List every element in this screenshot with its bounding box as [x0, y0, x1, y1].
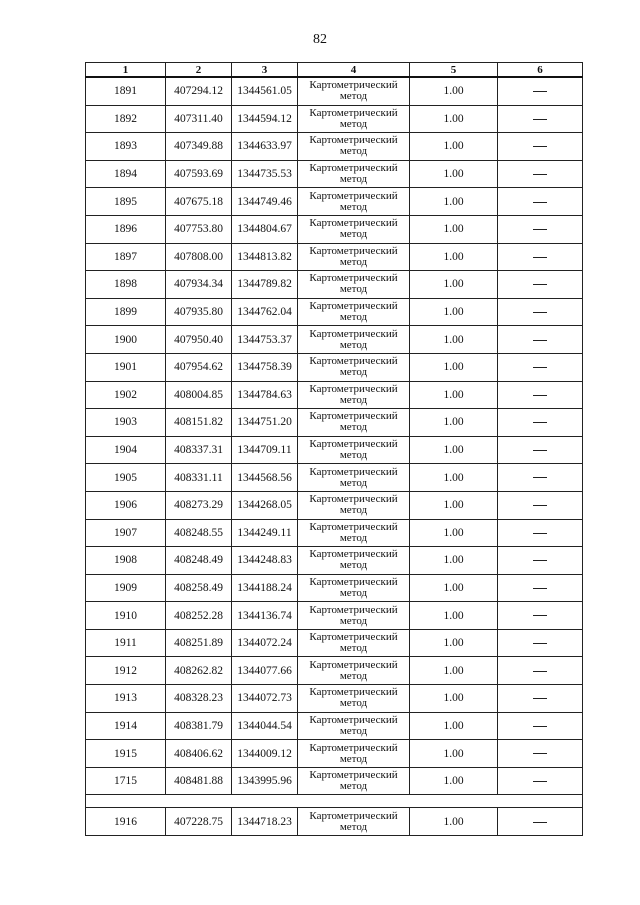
method-cell	[298, 464, 410, 492]
coord-x: 407593.69	[166, 160, 232, 188]
table-row	[86, 685, 583, 713]
description-cell	[498, 77, 583, 105]
accuracy: 1.00	[410, 547, 498, 575]
method-line-2: метод	[339, 697, 368, 710]
coord-y: 1344044.54	[232, 712, 298, 740]
dash-mark	[533, 588, 547, 589]
table-row	[86, 657, 583, 685]
accuracy: 1.00	[410, 574, 498, 602]
accuracy: 1.00	[410, 464, 498, 492]
table-row	[86, 215, 583, 243]
method-cell	[298, 808, 410, 836]
point-number: 1914	[86, 712, 166, 740]
point-number: 1902	[86, 381, 166, 409]
method-cell	[298, 133, 410, 161]
method-cell	[298, 353, 410, 381]
dash-mark	[533, 533, 547, 534]
dash-mark	[533, 726, 547, 727]
table-row	[86, 243, 583, 271]
description-cell	[498, 243, 583, 271]
method-line-2: метод	[339, 311, 368, 324]
method-line-2: метод	[339, 228, 368, 241]
method-cell	[298, 243, 410, 271]
accuracy: 1.00	[410, 491, 498, 519]
description-cell	[498, 685, 583, 713]
header-col-4: 4	[298, 63, 410, 78]
table-row-last	[86, 808, 583, 836]
description-cell	[498, 215, 583, 243]
description-cell	[498, 105, 583, 133]
table-row	[86, 712, 583, 740]
dash-mark	[533, 257, 547, 258]
coord-y: 1344789.82	[232, 271, 298, 299]
coord-y: 1344784.63	[232, 381, 298, 409]
table-row	[86, 160, 583, 188]
description-cell	[498, 326, 583, 354]
method-cell	[298, 105, 410, 133]
header-col-6: 6	[498, 63, 583, 78]
coord-y: 1344077.66	[232, 657, 298, 685]
table-row	[86, 77, 583, 105]
point-number: 1891	[86, 77, 166, 105]
method-line-1: Картометрический	[309, 713, 398, 726]
method-line-1: Картометрический	[309, 493, 398, 506]
method-cell	[298, 657, 410, 685]
point-number: 1915	[86, 740, 166, 768]
method-line-2: метод	[339, 393, 368, 406]
description-cell	[498, 436, 583, 464]
coord-x: 408248.55	[166, 519, 232, 547]
point-number: 1905	[86, 464, 166, 492]
dash-mark	[533, 560, 547, 561]
method-cell	[298, 547, 410, 575]
method-line-2: метод	[339, 200, 368, 213]
method-line-1: Картометрический	[309, 631, 398, 644]
method-line-2: метод	[339, 366, 368, 379]
coord-x: 408258.49	[166, 574, 232, 602]
coord-y: 1344009.12	[232, 740, 298, 768]
dash-mark	[533, 615, 547, 616]
method-line-2: метод	[339, 586, 368, 599]
table-row	[86, 188, 583, 216]
accuracy: 1.00	[410, 271, 498, 299]
method-line-1: Картометрический	[309, 548, 398, 561]
table-row	[86, 298, 583, 326]
description-cell	[498, 381, 583, 409]
accuracy: 1.00	[410, 519, 498, 547]
coord-x: 407675.18	[166, 188, 232, 216]
coord-x: 408252.28	[166, 602, 232, 630]
description-cell	[498, 491, 583, 519]
method-cell	[298, 215, 410, 243]
point-number: 1894	[86, 160, 166, 188]
method-line-2: метод	[339, 669, 368, 682]
point-number: 1912	[86, 657, 166, 685]
coord-x: 408337.31	[166, 436, 232, 464]
header-col-1: 1	[86, 63, 166, 78]
method-line-1: Картометрический	[309, 217, 398, 230]
table-row	[86, 326, 583, 354]
dash-mark	[533, 477, 547, 478]
dash-mark	[533, 340, 547, 341]
coord-x: 408273.29	[166, 491, 232, 519]
dash-mark	[533, 698, 547, 699]
coord-y: 1344268.05	[232, 491, 298, 519]
coord-y: 1344751.20	[232, 409, 298, 437]
table-row	[86, 519, 583, 547]
point-number: 1899	[86, 298, 166, 326]
point-number: 1904	[86, 436, 166, 464]
coord-y: 1344813.82	[232, 243, 298, 271]
coord-x: 408406.62	[166, 740, 232, 768]
method-line-1: Картометрический	[309, 327, 398, 340]
method-cell	[298, 409, 410, 437]
accuracy: 1.00	[410, 629, 498, 657]
table-row	[86, 381, 583, 409]
description-cell	[498, 188, 583, 216]
point-number: 1903	[86, 409, 166, 437]
method-line-2: метод	[339, 780, 368, 793]
accuracy: 1.00	[410, 243, 498, 271]
coord-x: 407311.40	[166, 105, 232, 133]
coord-y: 1344762.04	[232, 298, 298, 326]
coord-y: 1344188.24	[232, 574, 298, 602]
method-line-2: метод	[339, 283, 368, 296]
dash-mark	[533, 450, 547, 451]
table-row	[86, 105, 583, 133]
method-line-2: метод	[339, 476, 368, 489]
coord-x: 408328.23	[166, 685, 232, 713]
table-header-row	[86, 63, 583, 78]
dash-mark	[533, 822, 547, 823]
accuracy: 1.00	[410, 298, 498, 326]
description-cell	[498, 767, 583, 795]
description-cell	[498, 808, 583, 836]
method-line-2: метод	[339, 642, 368, 655]
description-cell	[498, 160, 583, 188]
method-cell	[298, 740, 410, 768]
coord-y: 1344753.37	[232, 326, 298, 354]
coord-y: 1344594.12	[232, 105, 298, 133]
coord-y: 1343995.96	[232, 767, 298, 795]
method-line-1: Картометрический	[309, 603, 398, 616]
coord-y: 1344072.24	[232, 629, 298, 657]
dash-mark	[533, 119, 547, 120]
accuracy: 1.00	[410, 160, 498, 188]
method-line-2: метод	[339, 449, 368, 462]
coord-y: 1344749.46	[232, 188, 298, 216]
description-cell	[498, 298, 583, 326]
dash-mark	[533, 367, 547, 368]
dash-mark	[533, 395, 547, 396]
method-cell	[298, 326, 410, 354]
dash-mark	[533, 202, 547, 203]
method-cell	[298, 602, 410, 630]
description-cell	[498, 464, 583, 492]
method-cell	[298, 436, 410, 464]
point-number: 1901	[86, 353, 166, 381]
point-number: 1909	[86, 574, 166, 602]
dash-mark	[533, 643, 547, 644]
coord-x: 407954.62	[166, 353, 232, 381]
table-row	[86, 353, 583, 381]
table-body	[86, 77, 583, 795]
description-cell	[498, 629, 583, 657]
point-number: 1911	[86, 629, 166, 657]
table-row	[86, 740, 583, 768]
coord-x: 407228.75	[166, 808, 232, 836]
coord-y: 1344136.74	[232, 602, 298, 630]
method-line-1: Картометрический	[309, 382, 398, 395]
method-cell	[298, 77, 410, 105]
table-row	[86, 464, 583, 492]
method-line-1: Картометрический	[309, 79, 398, 92]
method-line-1: Картометрический	[309, 162, 398, 175]
description-cell	[498, 547, 583, 575]
description-cell	[498, 574, 583, 602]
accuracy: 1.00	[410, 685, 498, 713]
method-cell	[298, 574, 410, 602]
method-cell	[298, 160, 410, 188]
method-cell	[298, 298, 410, 326]
point-number: 1895	[86, 188, 166, 216]
method-cell	[298, 767, 410, 795]
table-gap-row	[86, 795, 583, 808]
accuracy: 1.00	[410, 133, 498, 161]
description-cell	[498, 657, 583, 685]
accuracy: 1.00	[410, 326, 498, 354]
method-cell	[298, 712, 410, 740]
method-line-2: метод	[339, 752, 368, 765]
method-cell	[298, 271, 410, 299]
dash-mark	[533, 229, 547, 230]
method-line-1: Картометрический	[309, 300, 398, 313]
method-line-1: Картометрический	[309, 355, 398, 368]
table-row	[86, 629, 583, 657]
method-line-2: метод	[339, 338, 368, 351]
dash-mark	[533, 781, 547, 782]
point-number: 1896	[86, 215, 166, 243]
description-cell	[498, 519, 583, 547]
method-line-2: метод	[339, 504, 368, 517]
description-cell	[498, 602, 583, 630]
method-line-2: метод	[339, 145, 368, 158]
method-cell	[298, 519, 410, 547]
description-cell	[498, 740, 583, 768]
point-number: 1916	[86, 808, 166, 836]
dash-mark	[533, 91, 547, 92]
method-cell	[298, 381, 410, 409]
page-number: 82	[313, 32, 327, 47]
header-col-2: 2	[166, 63, 232, 78]
accuracy: 1.00	[410, 77, 498, 105]
accuracy: 1.00	[410, 353, 498, 381]
method-line-2: метод	[339, 820, 368, 833]
coord-y: 1344758.39	[232, 353, 298, 381]
coord-y: 1344735.53	[232, 160, 298, 188]
dash-mark	[533, 505, 547, 506]
coord-x: 407934.34	[166, 271, 232, 299]
dash-mark	[533, 671, 547, 672]
method-cell	[298, 188, 410, 216]
method-line-1: Картометрический	[309, 575, 398, 588]
accuracy: 1.00	[410, 381, 498, 409]
method-line-1: Картометрический	[309, 438, 398, 451]
point-number: 1892	[86, 105, 166, 133]
method-line-1: Картометрический	[309, 465, 398, 478]
table-row	[86, 574, 583, 602]
point-number: 1715	[86, 767, 166, 795]
dash-mark	[533, 753, 547, 754]
point-number: 1893	[86, 133, 166, 161]
accuracy: 1.00	[410, 215, 498, 243]
table-row	[86, 271, 583, 299]
coord-y: 1344561.05	[232, 77, 298, 105]
coord-y: 1344248.83	[232, 547, 298, 575]
coord-x: 407753.80	[166, 215, 232, 243]
dash-mark	[533, 284, 547, 285]
method-line-1: Картометрический	[309, 658, 398, 671]
header-col-3: 3	[232, 63, 298, 78]
coord-x: 408004.85	[166, 381, 232, 409]
accuracy: 1.00	[410, 712, 498, 740]
table-row	[86, 602, 583, 630]
method-line-2: метод	[339, 559, 368, 572]
header-col-5: 5	[410, 63, 498, 78]
point-number: 1898	[86, 271, 166, 299]
coord-y: 1344709.11	[232, 436, 298, 464]
point-number: 1913	[86, 685, 166, 713]
table-row	[86, 547, 583, 575]
method-line-2: метод	[339, 724, 368, 737]
method-line-2: метод	[339, 614, 368, 627]
accuracy: 1.00	[410, 409, 498, 437]
coord-x: 407349.88	[166, 133, 232, 161]
coord-x: 408248.49	[166, 547, 232, 575]
coord-y: 1344568.56	[232, 464, 298, 492]
method-line-2: метод	[339, 117, 368, 130]
method-line-1: Картометрический	[309, 134, 398, 147]
description-cell	[498, 133, 583, 161]
accuracy: 1.00	[410, 105, 498, 133]
coord-x: 408331.11	[166, 464, 232, 492]
coord-x: 407935.80	[166, 298, 232, 326]
gap-cell	[86, 795, 583, 808]
point-number: 1907	[86, 519, 166, 547]
coord-x: 408262.82	[166, 657, 232, 685]
method-cell	[298, 629, 410, 657]
method-line-1: Картометрический	[309, 520, 398, 533]
method-line-1: Картометрический	[309, 741, 398, 754]
method-line-1: Картометрический	[309, 272, 398, 285]
accuracy: 1.00	[410, 808, 498, 836]
point-number: 1910	[86, 602, 166, 630]
coord-x: 408481.88	[166, 767, 232, 795]
coord-x: 407808.00	[166, 243, 232, 271]
coord-x: 408251.89	[166, 629, 232, 657]
table-row	[86, 133, 583, 161]
description-cell	[498, 271, 583, 299]
description-cell	[498, 409, 583, 437]
dash-mark	[533, 312, 547, 313]
method-cell	[298, 491, 410, 519]
table-row	[86, 491, 583, 519]
accuracy: 1.00	[410, 188, 498, 216]
method-line-1: Картометрический	[309, 410, 398, 423]
method-line-1: Картометрический	[309, 189, 398, 202]
description-cell	[498, 353, 583, 381]
point-number: 1906	[86, 491, 166, 519]
table-row	[86, 436, 583, 464]
point-number: 1897	[86, 243, 166, 271]
description-cell	[498, 712, 583, 740]
coordinates-table	[85, 62, 583, 836]
dash-mark	[533, 146, 547, 147]
accuracy: 1.00	[410, 602, 498, 630]
method-line-2: метод	[339, 173, 368, 186]
coord-x: 408381.79	[166, 712, 232, 740]
method-line-2: метод	[339, 90, 368, 103]
dash-mark	[533, 422, 547, 423]
coord-y: 1344804.67	[232, 215, 298, 243]
method-line-1: Картометрический	[309, 244, 398, 257]
accuracy: 1.00	[410, 740, 498, 768]
point-number: 1900	[86, 326, 166, 354]
coord-x: 407294.12	[166, 77, 232, 105]
accuracy: 1.00	[410, 436, 498, 464]
method-line-1: Картометрический	[309, 686, 398, 699]
method-line-2: метод	[339, 255, 368, 268]
method-line-1: Картометрический	[309, 106, 398, 119]
coord-y: 1344072.73	[232, 685, 298, 713]
method-line-2: метод	[339, 531, 368, 544]
method-line-1: Картометрический	[309, 769, 398, 782]
dash-mark	[533, 174, 547, 175]
table-row	[86, 409, 583, 437]
coord-y: 1344718.23	[232, 808, 298, 836]
method-line-1: Картометрический	[309, 809, 398, 822]
coord-x: 407950.40	[166, 326, 232, 354]
accuracy: 1.00	[410, 657, 498, 685]
coord-y: 1344249.11	[232, 519, 298, 547]
method-cell	[298, 685, 410, 713]
coord-x: 408151.82	[166, 409, 232, 437]
method-line-2: метод	[339, 421, 368, 434]
coord-y: 1344633.97	[232, 133, 298, 161]
accuracy: 1.00	[410, 767, 498, 795]
table-row	[86, 767, 583, 795]
point-number: 1908	[86, 547, 166, 575]
